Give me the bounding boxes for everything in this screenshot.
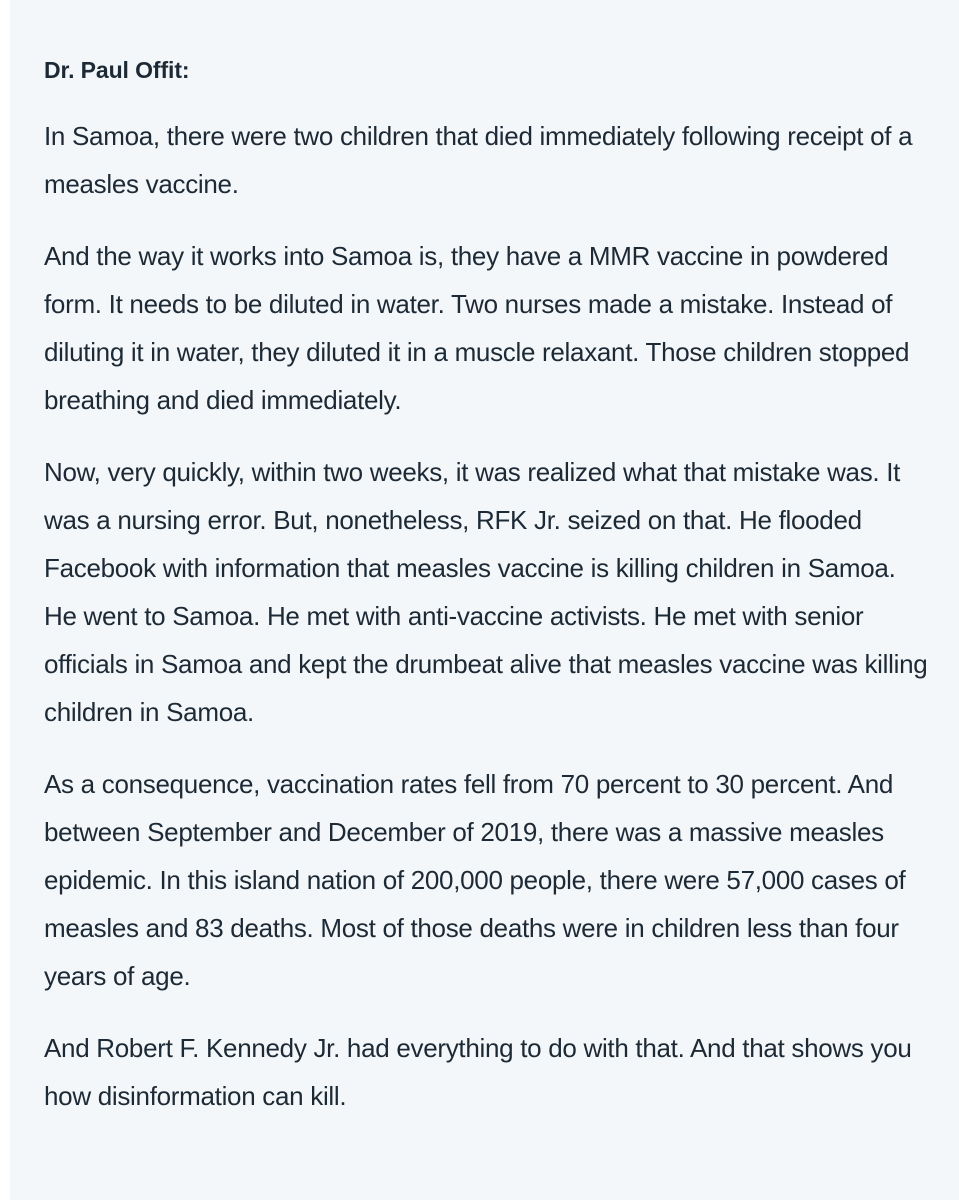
- speaker-name: Dr. Paul Offit:: [44, 57, 190, 83]
- transcript-paragraph: And the way it works into Samoa is, they have a MMR vaccine in powdered form. It needs to be diluted in water. Two nurses made a mistake. Instead of diluting it in water, they diluted it in a muscle relaxant. Those children stopped breathing and died immediately.: [44, 241, 910, 415]
- transcript-paragraph: And Robert F. Kennedy Jr. had everything to do with that. And that shows you how disinformation can kill.: [44, 1033, 912, 1111]
- transcript-paragraph: As a consequence, vaccination rates fell from 70 percent to 30 percent. And between September and December of 2019, there was a massive measles epidemic. In this island nation of 200,000 people, there were 57,000 cases of measles and 83 deaths. Most of those deaths were in children less than four years of age.: [44, 769, 906, 991]
- transcript-paragraph: Now, very quickly, within two weeks, it was realized what that mistake was. It was a nursing error. But, nonetheless, RFK Jr. seized on that. He flooded Facebook with information that measles vaccine is killing children in Samoa. He went to Samoa. He met with anti-vaccine activists. He met with senior officials in Samoa and kept the drumbeat alive that measles vaccine was killing children in Samoa.: [44, 457, 928, 727]
- transcript-panel: [10, 0, 959, 1200]
- transcript-paragraph: In Samoa, there were two children that died immediately following receipt of a measles vaccine.: [44, 121, 913, 199]
